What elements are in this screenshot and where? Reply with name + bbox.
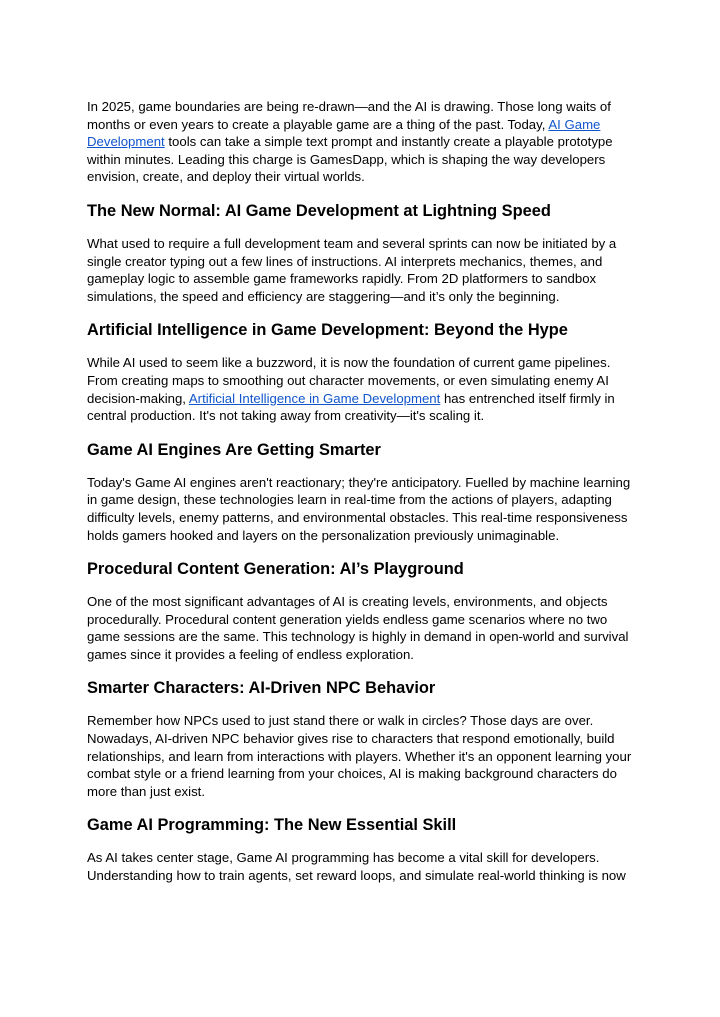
intro-text-after-link: tools can take a simple text prompt and instantly create a playable prototype within minutes. Leading this charge is GamesDapp, which is shaping the way developers envision, create, and deploy their virtual worlds. <box>87 134 613 185</box>
document-page <box>87 98 635 900</box>
section-body-smarter-characters: Remember how NPCs used to just stand there or walk in circles? Those days are over. Nowadays, AI-driven NPC behavior gives rise to characters that respond emotionally, build relationships, and learn from interactions with players. Whether it's an opponent learning your combat style or a friend learning from your choices, AI is making background characters do more than just exist. <box>87 713 632 799</box>
intro-text-before-link: In 2025, game boundaries are being re-drawn—and the AI is drawing. Those long waits of months or even years to create a playable game are a thing of the past. Today, <box>87 99 611 132</box>
ai-game-development-link[interactable]: AI Game Development <box>87 116 601 150</box>
section-body-game-ai-engines: Today's Game AI engines aren't reactionary; they're anticipatory. Fuelled by machine learning in game design, these technologies learn in real-time from the actions of players, adapting difficulty levels, enemy patterns, and environmental obstacles. This real-time responsiveness holds gamers hooked and layers on the personalization previously unimaginable. <box>87 474 631 543</box>
section-heading-ai-in-game-dev: Artificial Intelligence in Game Development: Beyond the Hype <box>87 321 568 340</box>
section-text-before-link: While AI used to seem like a buzzword, it is now the foundation of current game pipelines. From creating maps to smoothing out character movements, or even simulating enemy AI decision-making, <box>87 355 611 406</box>
section-text-after-link: has entrenched itself firmly in central production. It's not taking away from creativity—it's scaling it. <box>87 390 615 424</box>
section-body-game-ai-programming: As AI takes center stage, Game AI programming has become a vital skill for developers. Understanding how to train agents, set reward loops, and simulate real-world thinking is now <box>87 850 626 884</box>
section-body-new-normal: What used to require a full development team and several sprints can now be initiated by a single creator typing out a few lines of instructions. AI interprets mechanics, themes, and gameplay logic to assemble game frameworks rapidly. From 2D platformers to sandbox simulations, the speed and efficiency are staggering—and it’s only the beginning. <box>87 235 617 304</box>
section-heading-new-normal: The New Normal: AI Game Development at Lightning Speed <box>87 201 551 220</box>
intro-paragraph <box>87 98 635 186</box>
section-body-ai-in-game-dev <box>87 354 635 424</box>
section-body-procedural-content: One of the most significant advantages of AI is creating levels, environments, and objects procedurally. Procedural content generation yields endless game scenarios where no two game sessions are the same. This technology is highly in demand in open-world and survival games since it provides a feeling of endless exploration. <box>87 594 629 662</box>
section-heading-procedural-content: Procedural Content Generation: AI’s Playground <box>87 560 464 579</box>
artificial-intelligence-link[interactable]: Artificial Intelligence in Game Development <box>188 390 441 406</box>
section-heading-smarter-characters: Smarter Characters: AI-Driven NPC Behavior <box>87 679 436 698</box>
section-heading-game-ai-engines: Game AI Engines Are Getting Smarter <box>87 440 381 459</box>
section-heading-game-ai-programming: Game AI Programming: The New Essential Skill <box>87 816 457 835</box>
